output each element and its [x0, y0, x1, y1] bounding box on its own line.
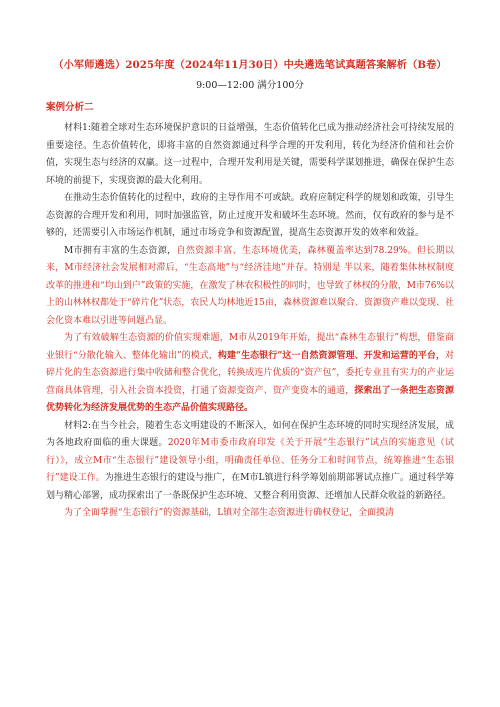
paragraph-government-role [46, 190, 454, 243]
highlighted-text: 为了有效破解生态资源的价值实现难题，M市从2019年开始，提出“森林生态银行”构想，借鉴商业银行“分散化输入、整体化输出”的模式， [46, 333, 454, 361]
paragraph-text: 材料2:在当今社会，随着生态文明建设的不断深入，如何在保护生态环境的同时实现经济发展，成为各地政府面临的重大课题。 [46, 420, 454, 448]
paragraph-text: 为推进生态银行的建设与推广，在M市L镇进行科学筹划前期部署试点推广。通过科学筹划与精心部署，成功探索出了一条既保护生态环境、又整合利用资源、还增加人民群众收益的新路径。 [46, 473, 454, 501]
paragraph-m-city-resources [46, 243, 454, 331]
paragraph-material-1 [46, 120, 454, 190]
bold-highlighted-text: 探索出了一条把生态资源优势转化为经济发展优势的生态产品价值实现路径。 [46, 385, 454, 413]
document-title: （小军师遴选）2025年度（2024年11月30日）中央遴选笔试真题答案解析（B卷） [53, 59, 447, 71]
highlighted-text: 对碎片化的生态资源进行集中收储和整合优化，转换成连片优质的“资产包”，委托专业且有实力的产业运营商具体管理，引入社会资本投资，打通了资源变资产、资产变资本的通道， [46, 350, 454, 396]
paragraph-text: 材料1:随着全球对生态环境保护意识的日益增强，生态价值转化已成为推动经济社会可持续发展的重要途径。生态价值转化，即将丰富的自然资源通过科学合理的开发利用，转化为经济价值和社会价值，实现生态与经济的双赢。这一过程中，合理开发利用是关键，需要科学谋划推进，确保在保护生态环境的前提下，实现资源的最大化利用。 [46, 123, 454, 186]
bold-highlighted-text: 构建“生态银行”这一自然资源管理、开发和运营的平台， [217, 350, 445, 361]
highlighted-text: 自然资源丰富、生态环境优美，森林覆盖率达到78.29%。但长期以来，M市经济社会发展相对滞后，“生态高地”与“经济洼地”并存。特别是 半以来，随着集体林权制度改革的推进和“均山到户”政策的实施，在激发了林农积极性的同时，也导致了林权的分散，M市76%以上的山林林权都处于“碎片化”状态，农民人均林地近15亩，森林资源难以聚合、资源资产难以变现、社会化资本难以引进等问题凸显。 [46, 245, 454, 326]
paragraph-resource-base [46, 505, 454, 523]
highlighted-text: 为了全面掌握“生态银行”的资源基础， [64, 508, 218, 518]
highlighted-text: L镇对全部生态资源进行确权登记，全面摸清 [217, 508, 395, 518]
paragraph-material-2 [46, 418, 454, 506]
section-heading: 案例分析二 [46, 102, 94, 113]
paragraph-text: M市拥有丰富的生态资源， [64, 245, 177, 256]
paragraph-ecological-bank [46, 330, 454, 418]
highlighted-text: 2020年M市委市政府印发《关于开展“生态银行”试点的实施意见（试行）》，成立M市“生态银行”建设领导小组，明确责任单位、任务分工和时间节点，统筹推进“生态银行”建设工作。 [46, 438, 454, 483]
paragraph-text: 在推动生态价值转化的过程中，政府的主导作用不可或缺。政府应制定科学的规划和政策，引导生态资源的合理开发和利用，同时加强监管，防止过度开发和破坏生态环境。然而，仅有政府的参与是不够的，还需要引入市场运作机制，通过市场竞争和资源配置，提高生态资源开发的效率和效益。 [46, 193, 454, 238]
exam-time-subtitle: 9:00—12:00 满分100分 [196, 80, 304, 91]
